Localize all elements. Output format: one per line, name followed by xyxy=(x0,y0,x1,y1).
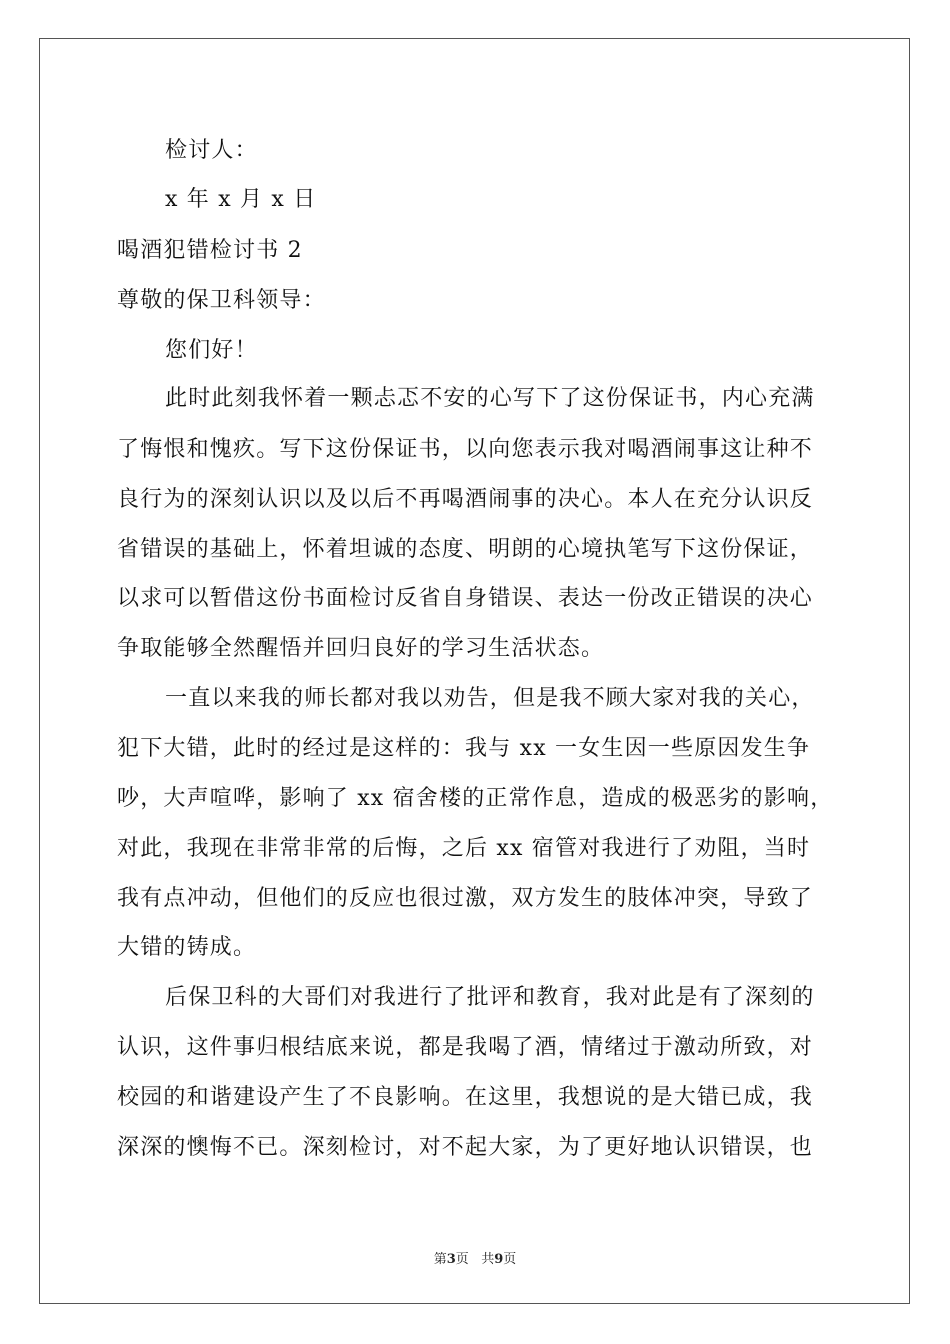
paragraph-line: 犯下大错，此时的经过是这样的：我与 xx 一女生因一些原因发生争 xyxy=(117,736,811,761)
greeting: 您们好！ xyxy=(165,338,258,363)
total-suffix: 页 xyxy=(503,1252,517,1267)
paragraph-line: 大错的铸成。 xyxy=(117,935,257,960)
page-suffix: 页 xyxy=(455,1252,469,1267)
total-pages: 9 xyxy=(494,1252,504,1267)
page-prefix: 第 xyxy=(433,1252,447,1267)
salutation: 尊敬的保卫科领导： xyxy=(117,288,326,313)
paragraph-line: 后保卫科的大哥们对我进行了批评和教育，我对此是有了深刻的 xyxy=(165,985,815,1010)
paragraph-line: 了悔恨和愧疚。写下这份保证书，以向您表示我对喝酒闹事这让种不 xyxy=(117,437,814,462)
paragraph-line: 此时此刻我怀着一颗忐忑不安的心写下了这份保证书，内心充满 xyxy=(165,386,815,411)
paragraph-line: 校园的和谐建设产生了不良影响。在这里，我想说的是大错已成，我 xyxy=(117,1085,814,1110)
page-footer xyxy=(0,1248,950,1267)
date-line: x 年 x 月 x 日 xyxy=(165,187,317,212)
page-border xyxy=(39,38,910,1304)
paragraph-line: 良行为的深刻认识以及以后不再喝酒闹事的决心。本人在充分认识反 xyxy=(117,487,814,512)
paragraph-line: 对此，我现在非常非常的后悔，之后 xx 宿管对我进行了劝阻，当时 xyxy=(117,836,811,861)
page-number: 3 xyxy=(446,1252,456,1267)
paragraph-line: 我有点冲动，但他们的反应也很过激，双方发生的肢体冲突，导致了 xyxy=(117,886,814,911)
section-title: 喝酒犯错检讨书 2 xyxy=(117,238,303,263)
paragraph-line: 省错误的基础上，怀着坦诚的态度、明朗的心境执笔写下这份保证， xyxy=(117,537,814,562)
paragraph-line: 一直以来我的师长都对我以劝告，但是我不顾大家对我的关心， xyxy=(165,686,815,711)
signature-label: 检讨人： xyxy=(165,138,258,163)
paragraph-line: 认识，这件事归根结底来说，都是我喝了酒，情绪过于激动所致，对 xyxy=(117,1035,814,1060)
paragraph-line: 以求可以暂借这份书面检讨反省自身错误、表达一份改正错误的决心 xyxy=(117,586,814,611)
paragraph-line: 吵，大声喧哗，影响了 xx 宿舍楼的正常作息，造成的极恶劣的影响， xyxy=(117,786,834,811)
paragraph-line: 争取能够全然醒悟并回归良好的学习生活状态。 xyxy=(117,636,605,661)
paragraph-line: 深深的懊悔不已。深刻检讨，对不起大家，为了更好地认识错误，也 xyxy=(117,1135,814,1160)
total-prefix: 共 xyxy=(481,1252,495,1267)
